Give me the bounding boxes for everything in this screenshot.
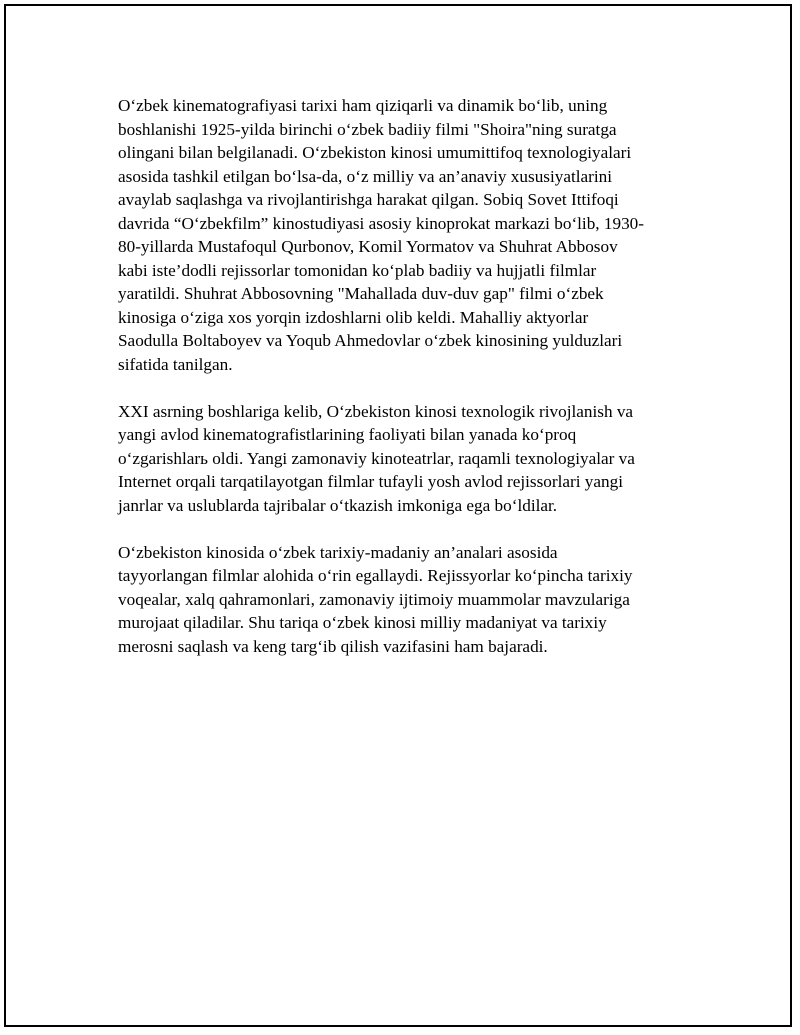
- text-line: O‘zbek kinematografiyasi tarixi ham qiziqarli va dinamik bo‘lib, uning: [118, 96, 608, 115]
- text-line: O‘zbekiston kinosida o‘zbek tarixiy-madaniy an’analari asosida: [118, 542, 558, 562]
- text-line: boshlanishi 1925-yilda birinchi o‘zbek badiiy filmi "Shoira"ning suratga: [118, 119, 617, 139]
- document-body: [118, 94, 683, 682]
- text-line: kinosiga o‘ziga xos yorqin izdoshlarni olib keldi. Mahalliy aktyorlar: [118, 307, 589, 327]
- text-line: tayyorlangan filmlar alohida o‘rin egallaydi. Rejissyorlar ko‘pincha tarixiy: [118, 566, 633, 585]
- text-line: o‘zgarishlarь oldi. Yangi zamonaviy kinoteatrlar, raqamli texnologiyalar va: [118, 448, 635, 468]
- text-line: 80-yillarda Mustafoqul Qurbonov, Komil Yormatov va Shuhrat Abbosov: [118, 237, 618, 256]
- paragraph-uzbek-cinema-history: [118, 94, 683, 376]
- text-line: sifatida tanilgan.: [118, 354, 233, 374]
- paragraph-21st-century: [118, 400, 683, 518]
- text-line: yangi avlod kinematografistlarining faoliyati bilan yanada ko‘proq: [118, 425, 577, 444]
- text-line: olingani bilan belgilanadi. O‘zbekiston kinosi umumittifoq texnologiyalari: [118, 143, 632, 162]
- text-line: kabi iste’dodli rejissorlar tomonidan ko‘plab badiiy va hujjatli filmlar: [118, 260, 597, 280]
- text-line: asosida tashkil etilgan bo‘lsa-da, o‘z milliy va an’anaviy xususiyatlarini: [118, 166, 613, 186]
- text-line: yaratildi. Shuhrat Abbosovning "Mahallada duv-duv gap" filmi o‘zbek: [118, 284, 604, 303]
- text-line: janrlar va uslublarda tajribalar o‘tkazish imkoniga ega bo‘ldilar.: [118, 495, 558, 515]
- text-line: merosni saqlash va keng targ‘ib qilish vazifasini ham bajaradi.: [118, 636, 548, 656]
- text-line: Internet orqali tarqatilayotgan filmlar tufayli yosh avlod rejissorlari yangi: [118, 472, 623, 491]
- text-line: davrida “O‘zbekfilm” kinostudiyasi asosiy kinoprokat markazi bo‘lib, 1930-: [118, 213, 644, 233]
- text-line: XXI asrning boshlariga kelib, O‘zbekiston kinosi texnologik rivojlanish va: [118, 401, 634, 421]
- text-line: voqealar, xalq qahramonlari, zamonaviy ijtimoiy muammolar mavzulariga: [118, 589, 630, 609]
- text-line: murojaat qiladilar. Shu tariqa o‘zbek kinosi milliy madaniyat va tarixiy: [118, 613, 607, 632]
- text-line: Saodulla Boltaboyev va Yoqub Ahmedovlar o‘zbek kinosining yulduzlari: [118, 331, 623, 350]
- paragraph-cultural-heritage: [118, 541, 683, 659]
- text-line: avaylab saqlashga va rivojlantirishga harakat qilgan. Sobiq Sovet Ittifoqi: [118, 190, 619, 209]
